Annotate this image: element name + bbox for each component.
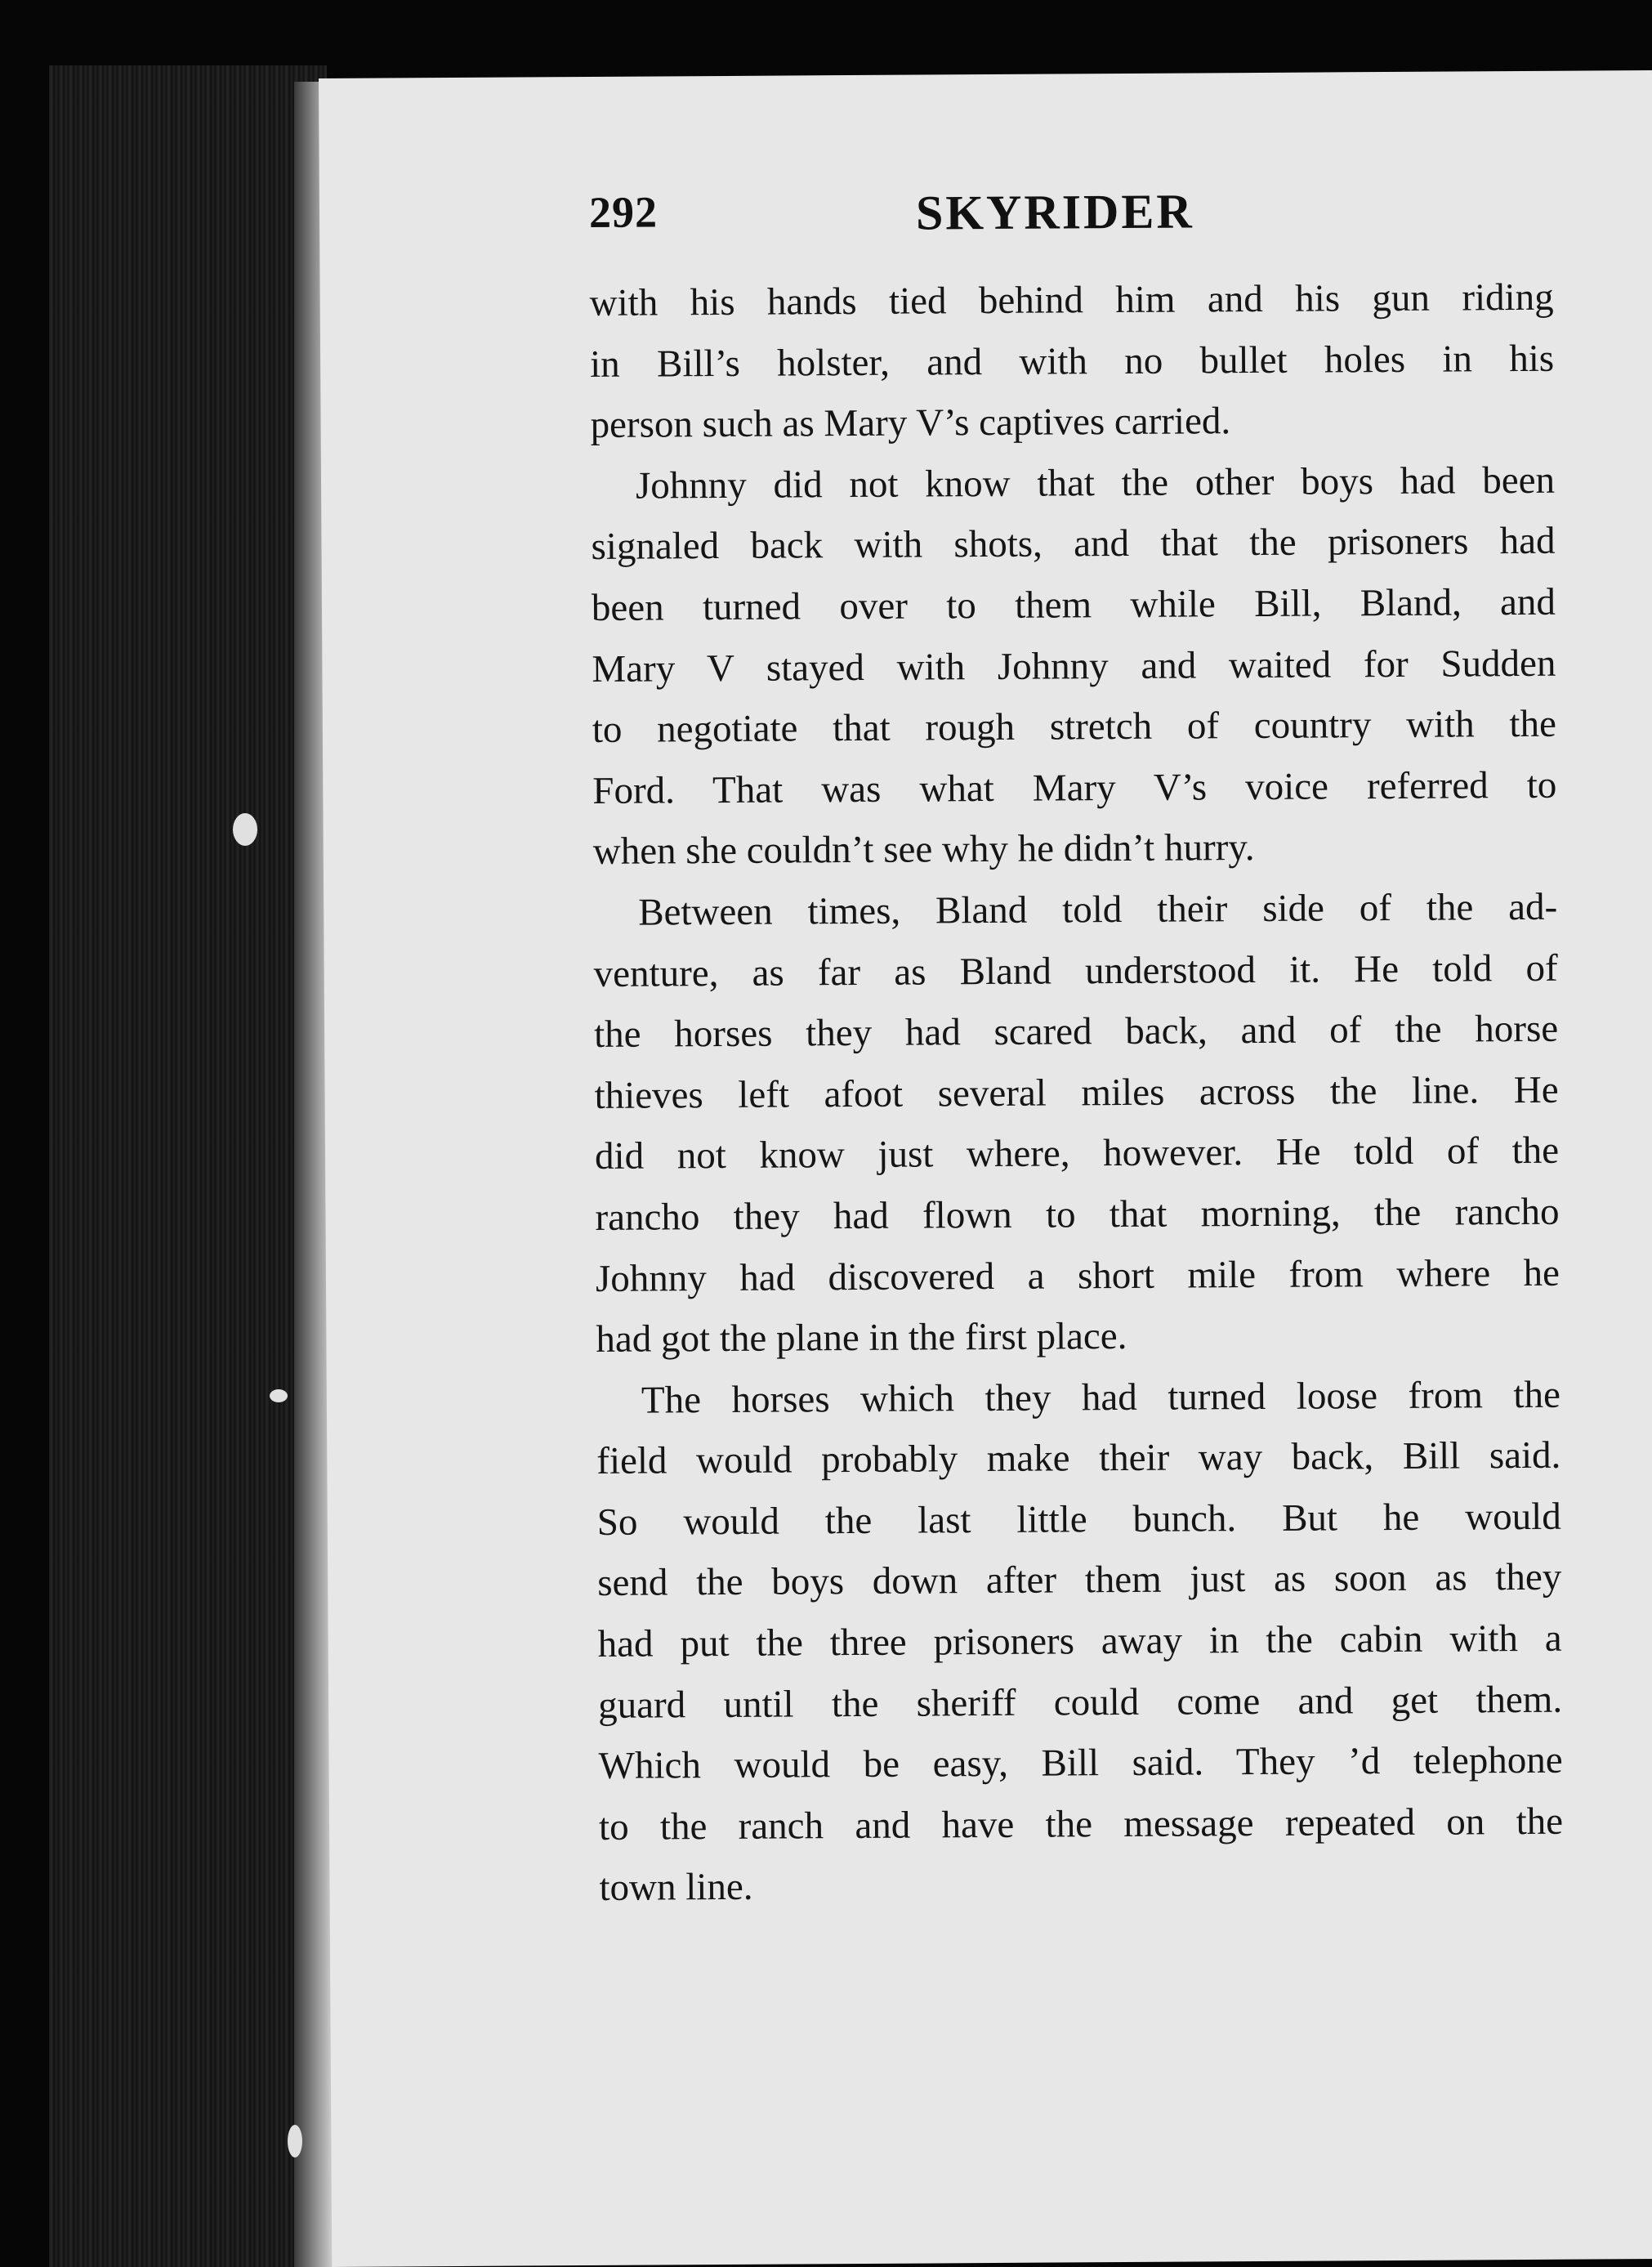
book-page	[319, 70, 1652, 2267]
text-line: Which would be easy, Bill said. They ’d telephone	[598, 1738, 1563, 1788]
text-line: send the boys down after them just as soon as they	[597, 1556, 1562, 1605]
text-line: in Bill’s holster, and with no bullet holes in his	[589, 337, 1555, 386]
text-line: Between times, Bland told their side of the ad-	[638, 885, 1558, 934]
text-line: Mary V stayed with Johnny and waited for Sudden	[592, 642, 1556, 691]
text-line: guard until the sheriff could come and get them.	[598, 1678, 1563, 1727]
text-line: had got the plane in the first place.	[596, 1315, 1127, 1362]
dust-speck	[270, 1389, 288, 1402]
text-line: Johnny had discovered a short mile from where he	[595, 1251, 1560, 1300]
text-line: person such as Mary V’s captives carried.	[590, 400, 1231, 447]
running-title: SKYRIDER	[915, 184, 1194, 240]
page-number: 292	[588, 187, 659, 237]
text-line: The horses which they had turned loose from the	[641, 1373, 1561, 1422]
text-line: with his hands tied behind him and his gun riding	[589, 275, 1554, 324]
text-line: Johnny did not know that the other boys had been	[635, 458, 1556, 508]
text-line: So would the last little bunch. But he would	[596, 1495, 1561, 1544]
text-line: rancho they had flown to that morning, the rancho	[595, 1190, 1560, 1239]
text-line: thieves left afoot several miles across the line. He	[594, 1068, 1559, 1117]
text-line: the horses they had scared back, and of the horse	[593, 1007, 1559, 1057]
text-line: did not know just where, however. He told of the	[594, 1129, 1560, 1178]
text-line: venture, as far as Bland understood it. He told of	[593, 946, 1558, 995]
text-line: signaled back with shots, and that the prisoners had	[591, 520, 1556, 569]
body-text	[589, 267, 1563, 1919]
dust-speck	[288, 2125, 302, 2157]
book-page-edges	[49, 65, 327, 2267]
dust-speck	[233, 813, 257, 846]
text-line: field would probably make their way back, Bill said.	[596, 1434, 1561, 1483]
text-line: town line.	[599, 1866, 753, 1910]
page-header	[589, 182, 1406, 253]
text-line: been turned over to them while Bill, Bland, and	[591, 580, 1556, 629]
text-line: had put the three prisoners away in the cabin with a	[597, 1616, 1562, 1666]
text-line: to the ranch and have the message repeated on the	[598, 1800, 1564, 1849]
text-line: Ford. That was what Mary V’s voice referred to	[592, 763, 1557, 812]
text-line: when she couldn’t see why he didn’t hurry.	[592, 826, 1255, 874]
text-line: to negotiate that rough stretch of country with the	[592, 702, 1557, 752]
